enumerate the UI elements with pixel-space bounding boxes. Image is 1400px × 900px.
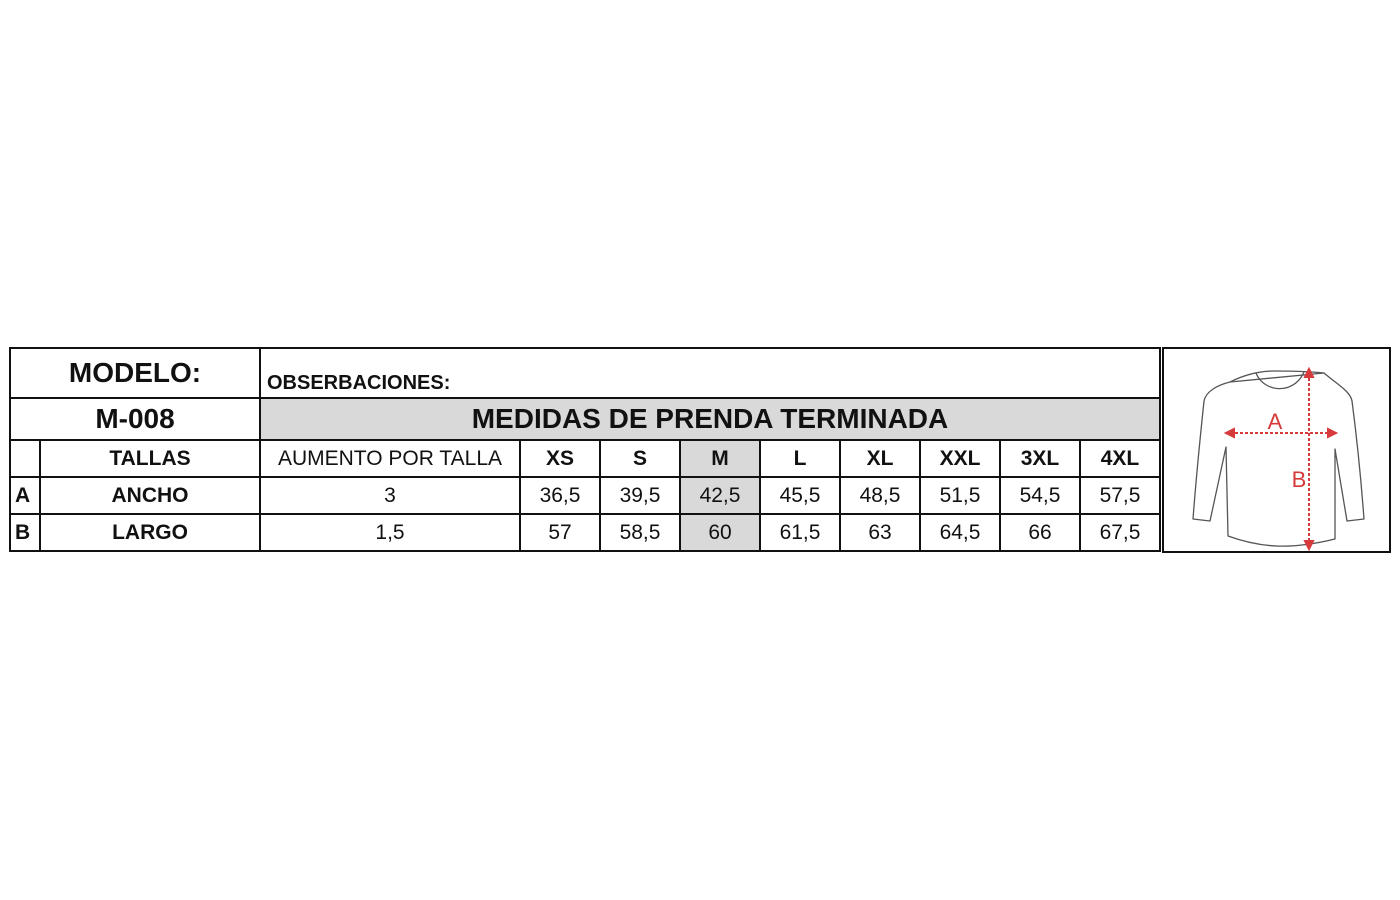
section-title: MEDIDAS DE PRENDA TERMINADA (260, 398, 1160, 440)
size-header-row (10, 440, 1160, 477)
garment-figure-cell (1162, 347, 1391, 553)
measure-label-a: A (1267, 409, 1283, 434)
table-cell: 67,5 (1080, 514, 1160, 551)
size-header-m: M (680, 440, 760, 477)
long-sleeve-shirt-icon (1164, 349, 1393, 555)
modelo-label: MODELO: (10, 348, 260, 398)
table-cell: 57,5 (1080, 477, 1160, 514)
letter-header-cell (10, 440, 40, 477)
size-header-4xl: 4XL (1080, 440, 1160, 477)
table-row-largo (10, 514, 1160, 551)
size-header-l: L (760, 440, 840, 477)
table-cell: 63 (840, 514, 920, 551)
table-cell: 42,5 (680, 477, 760, 514)
table-row-ancho (10, 477, 1160, 514)
table-cell: 61,5 (760, 514, 840, 551)
table-cell: 48,5 (840, 477, 920, 514)
table-cell: 57 (520, 514, 600, 551)
row-name: ANCHO (40, 477, 260, 514)
table-cell: 66 (1000, 514, 1080, 551)
row-letter: A (10, 477, 40, 514)
table-cell: 58,5 (600, 514, 680, 551)
table-cell: 39,5 (600, 477, 680, 514)
observaciones-label: OBSERBACIONES: (260, 348, 1160, 398)
size-header-xl: XL (840, 440, 920, 477)
tallas-header: TALLAS (40, 440, 260, 477)
row-letter: B (10, 514, 40, 551)
aumento-header: AUMENTO POR TALLA (260, 440, 520, 477)
size-header-xxl: XXL (920, 440, 1000, 477)
size-header-xs: XS (520, 440, 600, 477)
measure-label-b: B (1291, 467, 1307, 492)
row-name: LARGO (40, 514, 260, 551)
size-header-3xl: 3XL (1000, 440, 1080, 477)
model-code: M-008 (10, 398, 260, 440)
aumento-value: 3 (260, 477, 520, 514)
table-cell: 45,5 (760, 477, 840, 514)
aumento-value: 1,5 (260, 514, 520, 551)
table-cell: 60 (680, 514, 760, 551)
table-cell: 51,5 (920, 477, 1000, 514)
size-header-s: S (600, 440, 680, 477)
table-cell: 36,5 (520, 477, 600, 514)
table-cell: 54,5 (1000, 477, 1080, 514)
table-cell: 64,5 (920, 514, 1000, 551)
size-table (9, 347, 1161, 552)
size-chart (9, 347, 1391, 553)
